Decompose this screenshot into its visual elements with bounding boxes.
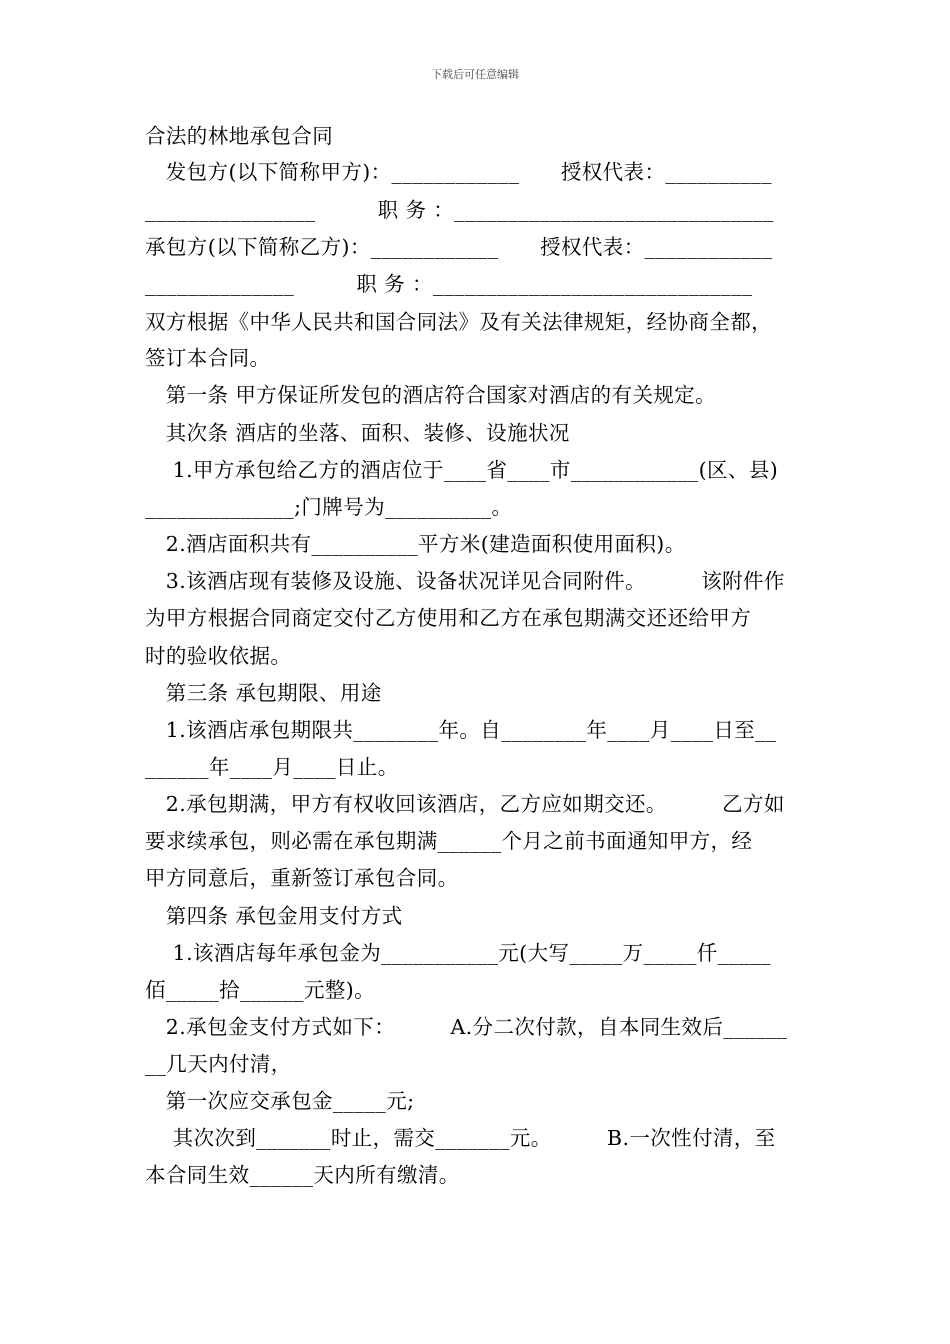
text-line: 第三条 承包期限、用途: [145, 681, 382, 705]
text-line: 第四条 承包金用支付方式: [145, 904, 403, 928]
text-line: ______年____月____日止。: [145, 755, 399, 779]
text-line: 甲方同意后，重新签订承包合同。: [145, 866, 459, 890]
text-line: 本合同生效______天内所有缴清。: [145, 1163, 460, 1187]
text-line: 其次次到_______时止，需交_______元。 B.一次性付清，至: [145, 1126, 776, 1150]
text-line: ________________ 职 务 ：______________________________: [145, 198, 774, 222]
text-line: 2.酒店面积共有__________平方米(建造面积使用面积)。: [145, 532, 686, 556]
text-line: 1.该酒店每年承包金为___________元(大写_____万_____仟_____: [145, 941, 771, 965]
text-line: 要求续承包，则必需在承包期满______个月之前书面通知甲方，经: [145, 829, 753, 853]
text-line: 2.承包期满，甲方有权收回该酒店，乙方应如期交还。 乙方如: [145, 792, 785, 816]
text-line: 佰_____拾______元整)。: [145, 978, 376, 1002]
text-line: 2.承包金支付方式如下： A.分二次付款，自本同生效后______: [145, 1015, 788, 1039]
document-title: 合法的林地承包合同: [145, 124, 334, 148]
text-line: 第一次应交承包金_____元;: [145, 1089, 415, 1113]
text-line: 签订本合同。: [145, 346, 271, 370]
page-header: 下载后可任意编辑: [431, 68, 519, 81]
text-line: ______________;门牌号为__________。: [145, 495, 513, 519]
text-line: 其次条 酒店的坐落、面积、装修、设施状况: [145, 421, 570, 445]
text-line: 1.该酒店承包期限共________年。自________年____月____日至__: [145, 718, 777, 742]
text-line: 时的验收依据。: [145, 644, 292, 668]
text-line: 1.甲方承包给乙方的酒店位于____省____市____________(区、县): [145, 458, 779, 482]
text-line: 发包方(以下简称甲方)：____________ 授权代表：__________: [145, 160, 772, 184]
text-line: 承包方(以下简称乙方)：____________ 授权代表：____________: [145, 235, 773, 259]
text-line: __几天内付清，: [145, 1052, 292, 1076]
text-line: 为甲方根据合同商定交付乙方使用和乙方在承包期满交还还给甲方: [145, 606, 752, 630]
text-line: ______________ 职 务 ：______________________________: [145, 272, 753, 296]
text-line: 3.该酒店现有装修及设施、设备状况详见合同附件。 该附件作: [145, 569, 785, 593]
text-line: 第一条 甲方保证所发包的酒店符合国家对酒店的有关规定。: [145, 383, 717, 407]
text-line: 双方根据《中华人民共和国合同法》及有关法律规矩，经协商全都，: [145, 310, 772, 334]
